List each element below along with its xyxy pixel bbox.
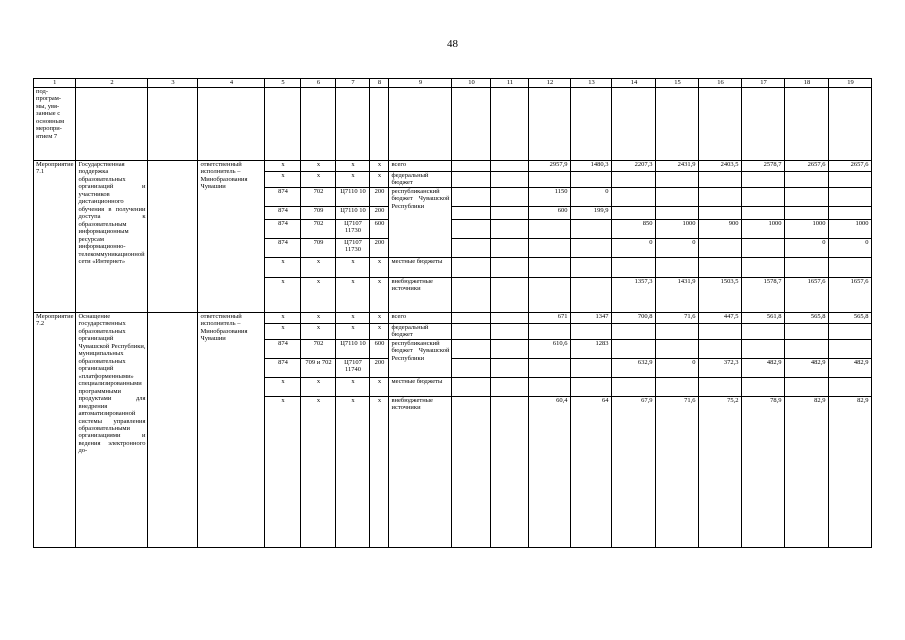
value-cell bbox=[529, 238, 571, 257]
value-cell bbox=[612, 339, 656, 358]
value-cell bbox=[699, 206, 742, 219]
empty-cell bbox=[265, 88, 301, 161]
budget-code-cell: x bbox=[301, 277, 336, 312]
value-cell: 1657,6 bbox=[829, 277, 872, 312]
empty-cell bbox=[829, 88, 872, 161]
empty-cell bbox=[198, 88, 265, 161]
empty-cell bbox=[336, 88, 370, 161]
page-number: 48 bbox=[447, 38, 458, 50]
value-cell bbox=[829, 257, 872, 277]
value-cell bbox=[529, 358, 571, 377]
value-cell: 482,9 bbox=[742, 358, 785, 377]
budget-code-cell: 874 bbox=[265, 358, 301, 377]
budget-code-cell: x bbox=[370, 172, 389, 188]
funding-source: федеральный бюджет bbox=[389, 323, 452, 339]
value-cell: 82,9 bbox=[829, 396, 872, 547]
value-cell: 850 bbox=[612, 219, 656, 238]
value-cell: 1657,6 bbox=[785, 277, 829, 312]
budget-code-cell: x bbox=[301, 257, 336, 277]
budget-code-cell: x bbox=[265, 172, 301, 188]
intro-cell: под- програм- мы, увя- занные с основным меропри- ятием 7 bbox=[34, 88, 76, 161]
value-cell: 610,6 bbox=[529, 339, 571, 358]
funding-source: республиканский бюджет Чувашской Республики bbox=[389, 187, 452, 257]
value-cell bbox=[491, 358, 529, 377]
budget-code-cell: x bbox=[370, 377, 389, 396]
value-cell bbox=[612, 323, 656, 339]
empty-cell bbox=[148, 312, 198, 547]
budget-code-cell: x bbox=[336, 277, 370, 312]
empty-cell bbox=[612, 88, 656, 161]
responsible-executor: ответственный исполнитель – Минобразования Чувашии bbox=[198, 161, 265, 313]
value-cell bbox=[571, 219, 612, 238]
value-cell: 82,9 bbox=[785, 396, 829, 547]
value-cell bbox=[612, 172, 656, 188]
budget-code-cell: x bbox=[370, 396, 389, 547]
budget-code-cell: x bbox=[265, 161, 301, 172]
value-cell bbox=[529, 323, 571, 339]
budget-code-cell: 874 bbox=[265, 187, 301, 206]
value-cell bbox=[656, 257, 699, 277]
value-cell bbox=[742, 257, 785, 277]
empty-cell bbox=[148, 161, 198, 313]
value-cell: 75,2 bbox=[699, 396, 742, 547]
value-cell: 2657,6 bbox=[829, 161, 872, 172]
value-cell: 1578,7 bbox=[742, 277, 785, 312]
value-cell bbox=[571, 358, 612, 377]
value-cell: 700,8 bbox=[612, 312, 656, 323]
budget-code-cell: x bbox=[336, 312, 370, 323]
value-cell: 67,9 bbox=[612, 396, 656, 547]
budget-code-cell: 702 bbox=[301, 187, 336, 206]
column-header: 7 bbox=[336, 79, 370, 88]
value-cell bbox=[656, 172, 699, 188]
budget-code-cell: 709 bbox=[301, 238, 336, 257]
value-cell: 2957,9 bbox=[529, 161, 571, 172]
value-cell bbox=[829, 323, 872, 339]
value-cell bbox=[452, 339, 491, 358]
value-cell bbox=[491, 161, 529, 172]
value-cell bbox=[829, 339, 872, 358]
budget-code-cell: x bbox=[265, 257, 301, 277]
budget-code-cell: 874 bbox=[265, 206, 301, 219]
intro-row bbox=[34, 88, 872, 161]
header-row bbox=[34, 79, 872, 88]
value-cell bbox=[829, 187, 872, 206]
value-cell bbox=[452, 358, 491, 377]
budget-code-cell: 600 bbox=[370, 339, 389, 358]
value-cell: 1000 bbox=[742, 219, 785, 238]
budget-code-cell: x bbox=[336, 323, 370, 339]
funding-source: всего bbox=[389, 312, 452, 323]
budget-code-cell: 702 bbox=[301, 219, 336, 238]
value-cell bbox=[571, 172, 612, 188]
budget-code-cell: x bbox=[265, 377, 301, 396]
value-cell bbox=[491, 277, 529, 312]
value-cell bbox=[785, 257, 829, 277]
value-cell bbox=[742, 238, 785, 257]
value-cell bbox=[452, 277, 491, 312]
column-header: 12 bbox=[529, 79, 571, 88]
value-cell: 632,9 bbox=[612, 358, 656, 377]
value-cell: 447,5 bbox=[699, 312, 742, 323]
value-cell bbox=[529, 172, 571, 188]
column-header: 10 bbox=[452, 79, 491, 88]
value-cell bbox=[699, 323, 742, 339]
column-header: 18 bbox=[785, 79, 829, 88]
budget-code-cell: 874 bbox=[265, 339, 301, 358]
value-cell bbox=[785, 206, 829, 219]
empty-cell bbox=[148, 88, 198, 161]
value-cell bbox=[785, 172, 829, 188]
value-cell bbox=[656, 323, 699, 339]
budget-code-cell: x bbox=[336, 172, 370, 188]
value-cell bbox=[452, 377, 491, 396]
value-cell bbox=[742, 187, 785, 206]
budget-code-cell: x bbox=[265, 277, 301, 312]
column-header: 11 bbox=[491, 79, 529, 88]
value-cell bbox=[571, 323, 612, 339]
value-cell: 78,9 bbox=[742, 396, 785, 547]
value-cell: 2431,9 bbox=[656, 161, 699, 172]
value-cell: 2403,5 bbox=[699, 161, 742, 172]
value-cell bbox=[529, 219, 571, 238]
value-cell bbox=[491, 312, 529, 323]
empty-cell bbox=[301, 88, 336, 161]
empty-cell bbox=[571, 88, 612, 161]
value-cell: 1503,5 bbox=[699, 277, 742, 312]
value-cell: 2578,7 bbox=[742, 161, 785, 172]
budget-code-cell: Ц7110 10 bbox=[336, 206, 370, 219]
budget-code-cell: x bbox=[301, 323, 336, 339]
funding-source: внебюджетные источники bbox=[389, 277, 452, 312]
value-cell bbox=[452, 396, 491, 547]
value-cell bbox=[829, 206, 872, 219]
empty-cell bbox=[370, 88, 389, 161]
value-cell: 0 bbox=[785, 238, 829, 257]
column-header: 3 bbox=[148, 79, 198, 88]
value-cell: 71,6 bbox=[656, 396, 699, 547]
value-cell: 1347 bbox=[571, 312, 612, 323]
budget-code-cell: x bbox=[301, 172, 336, 188]
value-cell: 561,8 bbox=[742, 312, 785, 323]
activity-name: Мероприятие 7.1 bbox=[34, 161, 76, 313]
budget-code-cell: Ц7107 11730 bbox=[336, 238, 370, 257]
value-cell bbox=[742, 206, 785, 219]
budget-code-cell: x bbox=[370, 277, 389, 312]
budget-code-cell: 709 bbox=[301, 206, 336, 219]
empty-cell bbox=[529, 88, 571, 161]
column-header: 5 bbox=[265, 79, 301, 88]
column-header: 9 bbox=[389, 79, 452, 88]
value-cell bbox=[699, 257, 742, 277]
column-header: 6 bbox=[301, 79, 336, 88]
value-cell: 71,6 bbox=[656, 312, 699, 323]
column-header: 15 bbox=[656, 79, 699, 88]
budget-code-cell: x bbox=[370, 312, 389, 323]
value-cell: 0 bbox=[656, 238, 699, 257]
budget-code-cell: 200 bbox=[370, 238, 389, 257]
value-cell bbox=[491, 339, 529, 358]
value-cell bbox=[742, 377, 785, 396]
budget-code-cell: x bbox=[265, 312, 301, 323]
value-cell bbox=[452, 187, 491, 206]
budget-code-cell: Ц7110 10 bbox=[336, 339, 370, 358]
budget-code-cell: x bbox=[301, 396, 336, 547]
budget-code-cell: 200 bbox=[370, 358, 389, 377]
value-cell: 600 bbox=[529, 206, 571, 219]
value-cell: 0 bbox=[656, 358, 699, 377]
value-cell bbox=[699, 172, 742, 188]
value-cell bbox=[571, 277, 612, 312]
value-cell bbox=[571, 257, 612, 277]
budget-code-cell: 600 bbox=[370, 219, 389, 238]
value-cell bbox=[656, 377, 699, 396]
value-cell bbox=[491, 257, 529, 277]
value-cell: 671 bbox=[529, 312, 571, 323]
program-table bbox=[33, 78, 872, 548]
funding-source: местные бюджеты bbox=[389, 377, 452, 396]
value-cell bbox=[699, 339, 742, 358]
value-cell bbox=[491, 238, 529, 257]
value-cell bbox=[571, 377, 612, 396]
value-cell bbox=[452, 219, 491, 238]
value-cell bbox=[785, 377, 829, 396]
column-header: 17 bbox=[742, 79, 785, 88]
value-cell: 2657,6 bbox=[785, 161, 829, 172]
value-cell bbox=[742, 339, 785, 358]
activity-description: Государственная поддержка образовательных организаций и участников дистанционного обучения в получении доступа к образовательным информационным ресурсам информационно-телекоммуникационной сети «Интернет» bbox=[76, 161, 148, 313]
value-cell: 900 bbox=[699, 219, 742, 238]
value-cell bbox=[491, 377, 529, 396]
value-cell bbox=[491, 172, 529, 188]
value-cell bbox=[452, 238, 491, 257]
value-cell bbox=[656, 187, 699, 206]
budget-code-cell: 200 bbox=[370, 187, 389, 206]
column-header: 1 bbox=[34, 79, 76, 88]
empty-cell bbox=[699, 88, 742, 161]
value-cell bbox=[785, 339, 829, 358]
value-cell bbox=[529, 377, 571, 396]
value-cell bbox=[699, 238, 742, 257]
value-cell: 372,3 bbox=[699, 358, 742, 377]
budget-code-cell: x bbox=[265, 396, 301, 547]
value-cell bbox=[612, 257, 656, 277]
column-header: 8 bbox=[370, 79, 389, 88]
value-cell bbox=[452, 172, 491, 188]
column-header: 16 bbox=[699, 79, 742, 88]
value-cell bbox=[452, 323, 491, 339]
value-cell: 0 bbox=[612, 238, 656, 257]
budget-code-cell: 874 bbox=[265, 238, 301, 257]
value-cell bbox=[829, 377, 872, 396]
value-cell: 482,9 bbox=[785, 358, 829, 377]
value-cell bbox=[785, 323, 829, 339]
value-cell bbox=[491, 206, 529, 219]
value-cell bbox=[529, 257, 571, 277]
column-header: 14 bbox=[612, 79, 656, 88]
empty-cell bbox=[656, 88, 699, 161]
value-cell bbox=[491, 396, 529, 547]
activity-name: Мероприятие 7.2 bbox=[34, 312, 76, 547]
value-cell bbox=[452, 161, 491, 172]
column-header: 4 bbox=[198, 79, 265, 88]
budget-code-cell: x bbox=[301, 312, 336, 323]
column-header: 2 bbox=[76, 79, 148, 88]
value-cell: 482,9 bbox=[829, 358, 872, 377]
value-cell: 565,8 bbox=[829, 312, 872, 323]
budget-code-cell: x bbox=[370, 161, 389, 172]
responsible-executor: ответственный исполнитель – Минобразования Чувашии bbox=[198, 312, 265, 547]
value-cell bbox=[656, 339, 699, 358]
value-cell bbox=[785, 187, 829, 206]
budget-code-cell: x bbox=[336, 257, 370, 277]
budget-code-cell: x bbox=[265, 323, 301, 339]
value-cell: 1480,3 bbox=[571, 161, 612, 172]
value-cell: 2207,3 bbox=[612, 161, 656, 172]
budget-code-cell: x bbox=[370, 323, 389, 339]
value-cell bbox=[829, 172, 872, 188]
value-cell: 1000 bbox=[829, 219, 872, 238]
budget-code-cell: 709 и 702 bbox=[301, 358, 336, 377]
funding-source: всего bbox=[389, 161, 452, 172]
funding-source: федеральный бюджет bbox=[389, 172, 452, 188]
budget-code-cell: 874 bbox=[265, 219, 301, 238]
value-cell bbox=[612, 187, 656, 206]
budget-code-cell: x bbox=[336, 377, 370, 396]
value-cell: 1150 bbox=[529, 187, 571, 206]
activity-description: Оснащение государственных образовательных организаций Чувашской Республики, муниципальных образовательных организаций «платформенными» специализированными программными продуктами для внедрения автоматизированной системы управления образовательными организациями и ведения электронного до- bbox=[76, 312, 148, 547]
empty-cell bbox=[76, 88, 148, 161]
funding-source: внебюджетные источники bbox=[389, 396, 452, 547]
budget-code-cell: x bbox=[301, 377, 336, 396]
value-cell bbox=[452, 206, 491, 219]
value-cell: 0 bbox=[829, 238, 872, 257]
value-cell bbox=[491, 219, 529, 238]
value-cell: 1431,9 bbox=[656, 277, 699, 312]
value-cell bbox=[699, 377, 742, 396]
value-cell bbox=[612, 206, 656, 219]
value-cell bbox=[571, 238, 612, 257]
value-cell bbox=[452, 312, 491, 323]
value-cell bbox=[742, 323, 785, 339]
column-header: 13 bbox=[571, 79, 612, 88]
empty-cell bbox=[785, 88, 829, 161]
value-cell bbox=[612, 377, 656, 396]
value-cell: 0 bbox=[571, 187, 612, 206]
budget-code-cell: x bbox=[336, 161, 370, 172]
budget-code-cell: 702 bbox=[301, 339, 336, 358]
value-cell: 1000 bbox=[785, 219, 829, 238]
value-cell: 64 bbox=[571, 396, 612, 547]
budget-code-cell: x bbox=[370, 257, 389, 277]
funding-source: местные бюджеты bbox=[389, 257, 452, 277]
value-cell bbox=[452, 257, 491, 277]
value-cell bbox=[656, 206, 699, 219]
budget-code-cell: Ц7107 11740 bbox=[336, 358, 370, 377]
value-cell: 1357,3 bbox=[612, 277, 656, 312]
empty-cell bbox=[742, 88, 785, 161]
funding-source: республиканский бюджет Чувашской Республики bbox=[389, 339, 452, 377]
empty-cell bbox=[389, 88, 452, 161]
value-cell bbox=[491, 187, 529, 206]
column-header: 19 bbox=[829, 79, 872, 88]
budget-code-cell: 200 bbox=[370, 206, 389, 219]
table-row bbox=[34, 161, 872, 172]
budget-code-cell: x bbox=[336, 396, 370, 547]
value-cell: 565,8 bbox=[785, 312, 829, 323]
value-cell bbox=[529, 277, 571, 312]
value-cell bbox=[491, 323, 529, 339]
table-row bbox=[34, 312, 872, 323]
value-cell: 1283 bbox=[571, 339, 612, 358]
budget-code-cell: Ц7107 11730 bbox=[336, 219, 370, 238]
value-cell: 60,4 bbox=[529, 396, 571, 547]
value-cell bbox=[742, 172, 785, 188]
budget-code-cell: x bbox=[301, 161, 336, 172]
budget-code-cell: Ц7110 10 bbox=[336, 187, 370, 206]
value-cell bbox=[699, 187, 742, 206]
value-cell: 199,9 bbox=[571, 206, 612, 219]
empty-cell bbox=[452, 88, 491, 161]
empty-cell bbox=[491, 88, 529, 161]
value-cell: 1000 bbox=[656, 219, 699, 238]
